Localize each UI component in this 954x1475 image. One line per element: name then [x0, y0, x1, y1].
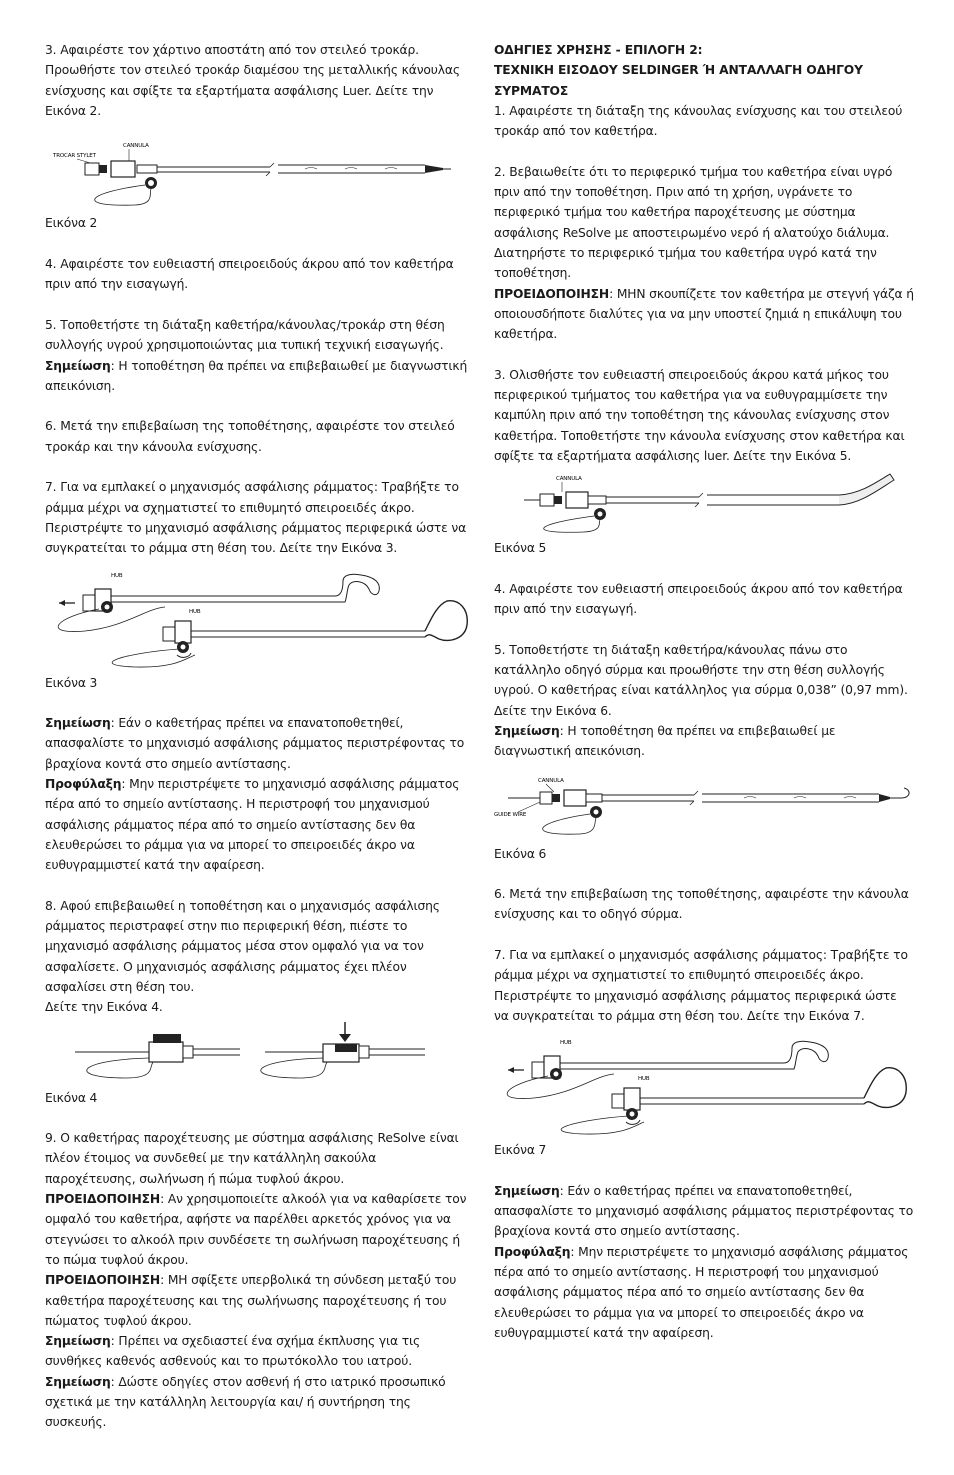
figure-5-caption: Εικόνα 5	[494, 541, 547, 556]
figure-2-illustration	[45, 141, 465, 209]
figure-6-illustration	[494, 770, 914, 840]
figure-7-caption: Εικόνα 7	[494, 1143, 547, 1158]
step-7: 7. Για να εμπλακεί ο μηχανισμός ασφάλισης ράμματος: Τραβήξτε το ράμμα μέχρι να σχηματιστεί το επιθυμητό σπειροειδές άκρο. Περιστρέψτε το μηχανισμό ασφάλισης ράμματος περιφερικά ώστε να συγκρατείται το ράμμα στη θέση του. Δείτε την Εικόνα 3.	[45, 480, 467, 556]
trocar-label: TROCAR STYLET	[53, 153, 96, 160]
cannula-label: CANNULA	[123, 143, 149, 150]
step-2: 2. Βεβαιωθείτε ότι το περιφερικό τμήμα του καθετήρα είναι υγρό πριν από την τοποθέτηση. Πριν από τη χρήση, υγράνετε το περιφερικό τμήμα του καθετήρα παροχέτευσης με σύστημα ασφάλισης ReSolve με αποστειρωμένο νερό ή αλατούχο διάλυμα. Διατηρήστε το περιφερικό τμήμα του καθετήρα υγρό κατά την τοποθέτηση.	[494, 164, 893, 281]
hub-label-1: HUB	[111, 572, 123, 579]
step-7: 7. Για να εμπλακεί ο μηχανισμός ασφάλισης ράμματος: Τραβήξτε το ράμμα μέχρι να σχηματιστεί το επιθυμητό σπειροειδές άκρο. Περιστρέψτε το μηχανισμό ασφάλισης ράμματος περιφερικά ώστε να συγκρατείται το ράμμα στη θέση του. Δείτε την Εικόνα 7.	[494, 947, 908, 1023]
step-5: 5. Τοποθετήστε τη διάταξη καθετήρα/κάνουλας πάνω στο κατάλληλο οδηγό σύρμα και προωθήστε την στη θέση συλλογής υγρού. Ο καθετήρας είναι κατάλληλος για σύρμα 0,038” (0,97 mm). Δείτε την Εικόνα 6. Σημείωση: Η τοποθέτηση θα πρέπει να επιβεβαιωθεί με διαγνωστική απεικόνιση.	[494, 642, 908, 759]
figure-2-caption: Εικόνα 2	[45, 216, 98, 231]
step-5: 5. Τοποθετήστε τη διάταξη καθετήρα/κάνουλας/τροκάρ στη θέση συλλογής υγρού χρησιμοποιώντας μια τυπική τεχνική εισαγωγής. Σημείωση: Η τοποθέτηση θα πρέπει να επιβεβαιωθεί με διαγνωστική απεικόνιση.	[45, 317, 468, 393]
step-9: 9. Ο καθετήρας παροχέτευσης με σύστημα ασφάλισης ReSolve είναι πλέον έτοιμος να συνδεθεί με την κατάλληλη σακούλα παροχέτευσης, σωλήνωση ή πώμα τυφλού άκρου.	[45, 1131, 459, 1186]
figure-4-caption: Εικόνα 4	[45, 1090, 98, 1105]
step-1: 1. Αφαιρέστε τη διάταξη της κάνουλας ενίσχυσης και του στειλεού τροκάρ από τον καθετήρα.	[494, 103, 903, 139]
warning-1: ΠΡΟΕΙΔΟΠΟΙΗΣΗ: Αν χρησιμοποιείτε αλκοόλ για να καθαρίσετε τον ομφαλό του καθετήρα, αφήστε να παρέλθει αρκετός χρόνος για να στεγνώσει το αλκοόλ πριν συνδέσετε τη σωλήνωση παροχέτευσης ή το πώμα τυφλού άκρου.	[45, 1192, 467, 1267]
note-3: Σημείωση: Δώστε οδηγίες στον ασθενή ή στο ιατρικό προσωπικό σχετικά με την κατάλληλη λειτουργία και/ ή συντήρηση της συσκευής.	[45, 1374, 446, 1430]
note-1: Σημείωση: Εάν ο καθετήρας πρέπει να επανατοποθετηθεί, απασφαλίστε το μηχανισμό ασφάλισης ράμματος περιστρέφοντας το βραχίονα κοντά στο σημείο αντίστασης.	[45, 716, 465, 771]
guide-wire-label: GUIDE WIRE	[494, 811, 527, 818]
figure-6-caption: Εικόνα 6	[494, 846, 547, 861]
step-4: 4. Αφαιρέστε τον ευθειαστή σπειροειδούς άκρου από τον καθετήρα πριν από την εισαγωγή.	[494, 581, 903, 617]
hub-label-2: HUB	[638, 1076, 650, 1083]
right-column	[494, 40, 914, 1343]
step-3: 3. Ολισθήστε τον ευθειαστή σπειροειδούς άκρου κατά μήκος του περιφερικού τμήματος του καθετήρα για να ευθυγραμμίσετε την καμπύλη πριν από την τοποθέτηση της κάνουλας ενίσχυσης στον καθετήρα. Τοποθετήστε την κάνουλα ενίσχυσης στον καθετήρα και σφίξτε τα εξαρτήματα ασφάλισης luer. Δείτε την Εικόνα 5.	[494, 367, 905, 463]
warning-2: ΠΡΟΕΙΔΟΠΟΙΗΣΗ: ΜΗ σφίξετε υπερβολικά τη σύνδεση μεταξύ του καθετήρα παροχέτευσης και της σωλήνωσης παροχέτευσης ή του πώματος τυφλού άκρου.	[45, 1273, 457, 1328]
note-label: Σημείωση	[45, 358, 111, 373]
section-heading: ΟΔΗΓΙΕΣ ΧΡΗΣΗΣ - ΕΠΙΛΟΓΗ 2: ΤΕΧΝΙΚΗ ΕΙΣΟΔΟΥ SELDINGER Ή ΑΝΤΑΛΛΑΓΗ ΟΔΗΓΟΥ ΣΥΡΜΑΤΟΣ	[494, 43, 863, 98]
caution-1: Προφύλαξη: Μην περιστρέψετε το μηχανισμό ασφάλισης ράμματος πέρα από το σημείο αντίστασης. Η περιστροφή του μηχανισμού ασφάλισης ράμματος πέρα από το σημείο αντίστασης δεν θα ελευθερώσει το ράμμα για να μπορεί το σπειροειδές άκρο να ευθυγραμμιστεί κατά την αφαίρεση.	[45, 777, 460, 873]
figure-3-illustration	[45, 569, 470, 669]
cannula-label: CANNULA	[556, 476, 582, 483]
note: Σημείωση: Εάν ο καθετήρας πρέπει να επανατοποθετηθεί, απασφαλίστε το μηχανισμό ασφάλισης ράμματος περιστρέφοντας το βραχίονα κοντά στο σημείο αντίστασης.	[494, 1183, 914, 1239]
step-6: 6. Μετά την επιβεβαίωση της τοποθέτησης, αφαιρέστε την κάνουλα ενίσχυσης και το οδηγό σύρμα.	[494, 887, 909, 922]
note-2: Σημείωση: Πρέπει να σχεδιαστεί ένα σχήμα έκπλυσης για τις συνθήκες καθενός ασθενούς και το πρωτόκολλο του ιατρού.	[45, 1334, 421, 1369]
step-6: 6. Μετά την επιβεβαίωση της τοποθέτησης, αφαιρέστε τον στειλεό τροκάρ και την κάνουλα ενίσχυσης.	[45, 419, 455, 454]
cannula-label: CANNULA	[538, 777, 564, 784]
hub-label-1: HUB	[560, 1040, 572, 1047]
left-column	[45, 40, 470, 1433]
step-8: 8. Αφού επιβεβαιωθεί η τοποθέτηση και ο μηχανισμός ασφάλισης ράμματος περιστραφεί στην πιο περιφερική θέση, πιέστε το μηχανισμό ασφάλισης ράμματος μέσα στον ομφαλό για να τον ασφαλίσετε. Ο μηχανισμός ασφάλισης ράμματος έχει πλέον ασφαλίσει στη θέση του. Δείτε την Εικόνα 4.	[45, 898, 440, 1015]
figure-3-caption: Εικόνα 3	[45, 675, 98, 690]
figure-7-illustration	[494, 1036, 914, 1136]
step-4: 4. Αφαιρέστε τον ευθειαστή σπειροειδούς άκρου από τον καθετήρα πριν από την εισαγωγή.	[45, 257, 454, 292]
hub-label-2: HUB	[189, 608, 201, 615]
figure-4-illustration	[45, 1022, 470, 1084]
caution: Προφύλαξη: Μην περιστρέψετε το μηχανισμό ασφάλισης ράμματος πέρα από το σημείο αντίστασης. Η περιστροφή του μηχανισμού ασφάλισης ράμματος πέρα από το σημείο αντίστασης δεν θα ελευθερώσει το ράμμα για να μπορεί το σπειροειδές άκρο να ευθυγραμμιστεί κατά την αφαίρεση.	[494, 1244, 909, 1340]
figure-5-illustration	[494, 472, 914, 534]
step-3: 3. Αφαιρέστε τον χάρτινο αποστάτη από τον στειλεό τροκάρ. Προωθήστε τον στειλεό τροκάρ διαμέσου της μεταλλικής κάνουλας ενίσχυσης και σφίξτε τα εξαρτήματα ασφάλισης Luer. Δείτε την Εικόνα 2.	[45, 43, 460, 118]
warning: ΠΡΟΕΙΔΟΠΟΙΗΣΗ: ΜΗΝ σκουπίζετε τον καθετήρα με στεγνή γάζα ή οποιουσδήποτε διαλύτες για να μην υποστεί ζημιά η επικάλυψη του καθετήρα.	[494, 286, 914, 342]
